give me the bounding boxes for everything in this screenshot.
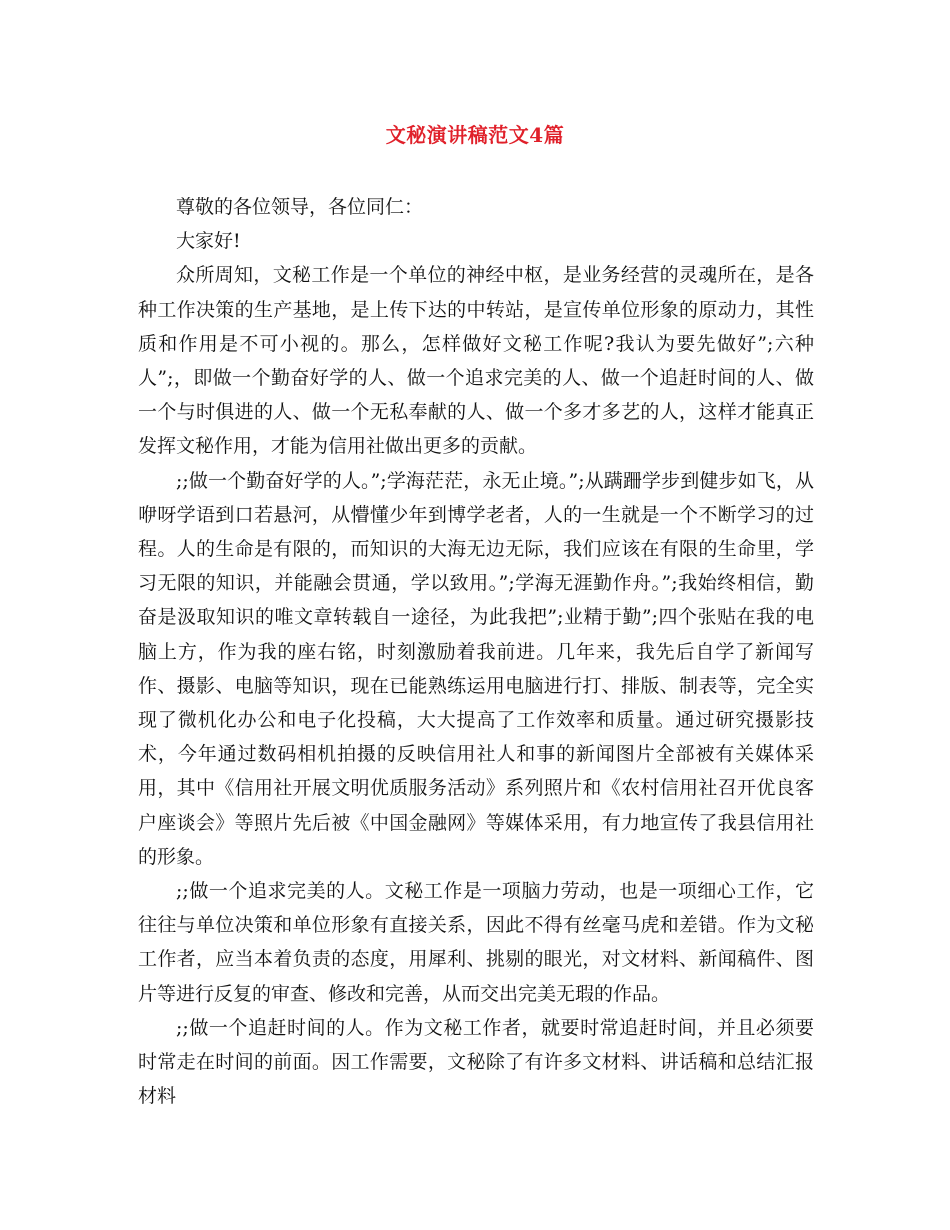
greeting-paragraph: 大家好!	[176, 230, 241, 253]
document-body	[138, 190, 814, 1113]
document-title: 文秘演讲稿范文4篇	[385, 123, 565, 147]
chase-time-paragraph: ;;做一个追赶时间的人。作为文秘工作者，就要时常追赶时间，并且必须要时常走在时间的前面。因工作需要，文秘除了有许多文材料、讲话稿和总结汇报材料	[138, 1016, 814, 1108]
diligent-learner-paragraph: ;;做一个勤奋好学的人。”;学海茫茫，永无止境。”;从蹒跚学步到健步如飞，从咿呀学语到口若悬河，从懵懂少年到博学老者，人的一生就是一个不断学习的过程。人的生命是有限的，而知识的大海无边无际，我们应该在有限的生命里，学习无限的知识，并能融会贯通，学以致用。”;学海无涯勤作舟。”;我始终相信，勤奋是汲取知识的唯文章转载自一途径，为此我把”;业精于勤”;四个张贴在我的电脑上方，作为我的座右铭，时刻激励着我前进。几年来，我先后自学了新闻写作、摄影、电脑等知识，现在已能熟练运用电脑进行打、排版、制表等，完全实现了微机化办公和电子化投稿，大大提高了工作效率和质量。通过研究摄影技术，今年通过数码相机拍摄的反映信用社人和事的新闻图片全部被有关媒体采用，其中《信用社开展文明优质服务活动》系列照片和《农村信用社召开优良客户座谈会》等照片先后被《中国金融网》等媒体采用，有力地宣传了我县信用社的形象。	[138, 469, 814, 868]
salutation-paragraph: 尊敬的各位领导，各位同仁：	[176, 196, 424, 218]
pursue-perfection-paragraph: ;;做一个追求完美的人。文秘工作是一项脑力劳动，也是一项细心工作，它往往与单位决策和单位形象有直接关系，因此不得有丝毫马虎和差错。作为文秘工作者，应当本着负责的态度，用犀利、挑剔的眼光，对文材料、新闻稿件、图片等进行反复的审查、修改和完善，从而交出完美无瑕的作品。	[138, 880, 814, 1005]
intro-paragraph: 众所周知，文秘工作是一个单位的神经中枢，是业务经营的灵魂所在，是各种工作决策的生产基地，是上传下达的中转站，是宣传单位形象的原动力，其性质和作用是不可小视的。那么，怎样做好文秘工作呢?我认为要先做好”;六种人”;，即做一个勤奋好学的人、做一个追求完美的人、做一个追赶时间的人、做一个与时俱进的人、做一个无私奉献的人、做一个多才多艺的人，这样才能真正发挥文秘作用，才能为信用社做出更多的贡献。	[138, 264, 814, 458]
